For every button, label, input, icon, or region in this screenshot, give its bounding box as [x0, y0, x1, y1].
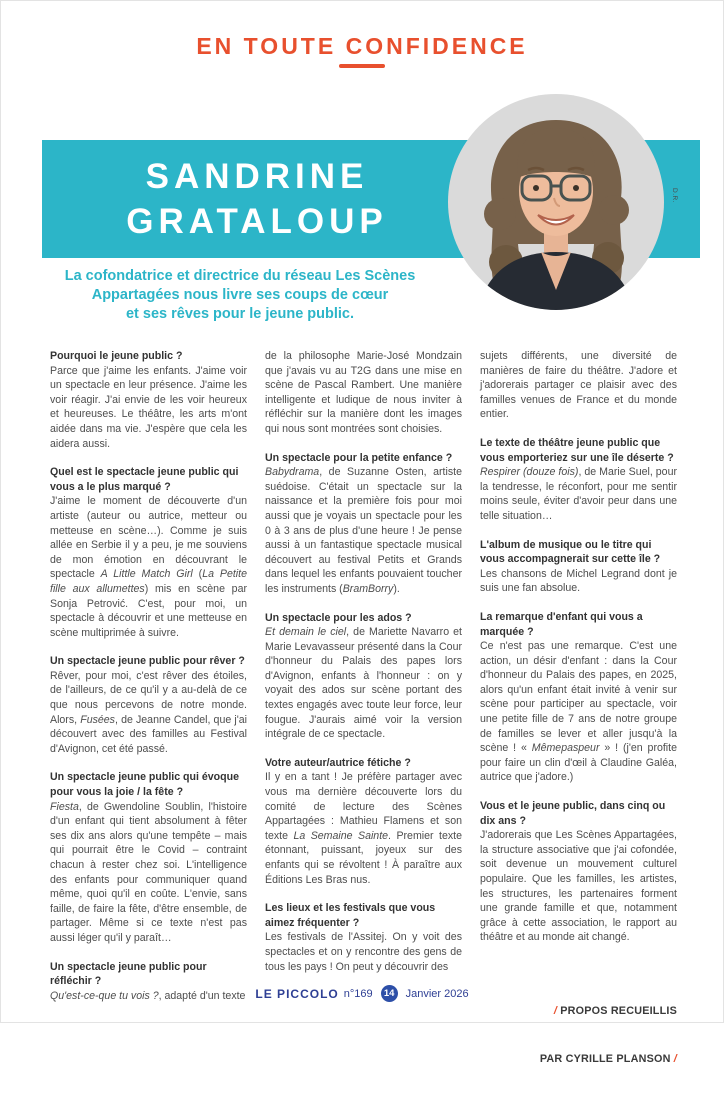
qa-block [50, 654, 247, 756]
question: Le texte de théâtre jeune public que vous emporteriez sur une île déserte ? [480, 436, 674, 464]
byline-line2: PAR CYRILLE PLANSON / [539, 1052, 677, 1065]
answer: Fiesta, de Gwendoline Soublin, l'histoire d'un enfant qui tient absolument à fêter ses dix ans alors qu'une tempête – mais qui pourrait être le Covid – contraint chacun à rester chez soi. L'intelligence des enfants pour communiquer quand même, quoi qu'il en coûte. L'envie, sans faille, de faire la fête, d'être ensemble, de partager. Même si ce texte n'est pas aussi léger qu'il y paraît… [50, 800, 247, 944]
section-kicker: EN TOUTE CONFIDENCE [196, 33, 528, 59]
answer: Il y en a tant ! Je préfère partager avec vous ma dernière découverte lors du comité de lecture des Scènes Appartagées : Mathieu Flamens et son texte La Semaine Sainte. Premier texte étonnant, puissant, joyeux sur des enfants qui se révoltent ! À paraître aux Éditions Les Bras nus. [265, 771, 462, 886]
question: Votre auteur/autrice fétiche ? [265, 756, 411, 769]
question: Les lieux et les festivals que vous aimez fréquenter ? [265, 902, 436, 929]
byline-slash: / [673, 1052, 677, 1065]
answer: Les festivals de l'Assitej. On y voit des spectacles et on y rencontre des gens de tous les pays ! On peut y découvrir des [265, 931, 462, 973]
question: Un spectacle pour la petite enfance ? [265, 451, 453, 464]
portrait-photo [448, 94, 664, 310]
interviewee-name-line2: GRATALOUP [126, 202, 388, 241]
qa-block [265, 611, 462, 742]
kicker-underline [339, 64, 385, 68]
answer: Babydrama, de Suzanne Osten, artiste suédoise. C'était un spectacle sur la naissance et la première fois pour moi aussi que je voyais un spectacle pour les 0 à 3 ans de plus d'une heure ! Je pense aussi à un fantastique spectacle musical découvert au festival Petits et Grands dans lequel les enfants pouvaient toucher les instruments (BramBorry). [265, 466, 462, 595]
byline-line1: / PROPOS RECUEILLIS [553, 1004, 677, 1017]
answer: Parce que j'aime les enfants. J'aime voir un spectacle en leur présence. J'aime les voir réagir. J'ai envie de les voir heureux et heureuses. Le théâtre, les arts m'ont aidée dans ma vie. J'espère que cela les aidera aussi. [50, 364, 247, 450]
answer: Et demain le ciel, de Mariette Navarro et Marie Levavasseur présenté dans la Cour d'honneur du Palais des papes lors d'Avignon, enfants à l'honneur : on y voyait des ados sur scène portant des textes engagés avec toute leur force, leur fougue. J'aurais aimé voir la version intégrale de ce spectacle. [265, 626, 462, 741]
question: Un spectacle pour les ados ? [265, 611, 412, 624]
answer: J'adorerais que Les Scènes Appartagées, la structure associative que j'ai cofondée, soit devenue un mouvement culturel populaire. Que les familles, les artistes, les structures, les partenaires forment une grande famille et que, notamment grâce à cette association, le rapport au théâtre et au monde ait changé. [480, 829, 677, 944]
answer: Ce n'est pas une remarque. C'est une action, un désir d'enfant : dans la Cour d'honneur du Palais des papes, en 2025, alors qu'un enfant était invité à venir sur scène pour participer au spectacle, voir une petite fille de 7 ans de notre groupe de familles se lever et aller jusqu'à la scène ! « Mêmepaspeur » ! (j'en profite pour faire un clin d'œil à Claudine Galéa, autrice que j'adore.) [480, 640, 677, 784]
interviewee-name-line1: SANDRINE [145, 157, 369, 196]
qa-block [50, 349, 247, 451]
answer: Qu'est-ce-que tu vois ?, adapté d'un texte [50, 989, 246, 1002]
question: Quel est le spectacle jeune public qui vous a le plus marqué ? [50, 466, 239, 493]
standfirst-line2: Appartagées nous livre ses coups de cœur [91, 287, 389, 303]
question: La remarque d'enfant qui vous a marquée ? [480, 610, 643, 638]
byline-slash: / [553, 1004, 558, 1017]
qa-block [480, 610, 677, 785]
answer: Les chansons de Michel Legrand dont je suis une fan absolue. [480, 567, 677, 595]
qa-block [265, 901, 462, 974]
answer: Rêver, pour moi, c'est rêver des étoiles, de l'ailleurs, de ce qu'il y a au-delà de ce que nous percevons de notre monde. Alors, Fusées, de Jeanne Candel, que j'ai découvert avec des familles au Festival d'Avignon, cet été passé. [50, 669, 247, 755]
page-footer [0, 985, 724, 1002]
issue-date: Janvier 2026 [405, 987, 469, 1000]
qa-block [265, 756, 462, 887]
answer-continuation: de la philosophe Marie-José Mondzain que j'avais vu au T2G dans une mise en scène de Pascal Rambert. Une manière intelligente et ludique de nous inviter à réfléchir sur la manière dont les images qui nous sont montrées sont choisies. [265, 350, 462, 435]
portrait-illustration [448, 94, 664, 310]
qa-block [50, 465, 247, 640]
interviewee-name [42, 154, 472, 244]
answer: J'aime le moment de découverte d'un artiste (auteur ou autrice, metteur ou metteuse en scène…). Comme je suis allée en Serbie il y a peu, je me souviens de mon émotion en découvrant le spectacle A Little Match Girl (La Petite fille aux allumettes) mis en scène par Sonja Petrović. C'est, pour moi, un spectacle à découvrir et une metteuse en scène multiprimée à suivre. [50, 495, 247, 639]
answer-continuation: sujets différents, une diversité de manières de faire du théâtre. J'adore et j'adorerais partager ce plaisir avec des familles venues de France et du monde entier. [480, 350, 677, 421]
question: Vous et le jeune public, dans cinq ou dix ans ? [480, 800, 666, 827]
qa-block [480, 538, 677, 596]
question: Un spectacle jeune public pour réfléchir ? [50, 960, 207, 988]
page-number-badge: 14 [381, 985, 398, 1002]
qa-block [480, 799, 677, 945]
issue-number: n°169 [343, 987, 373, 1000]
magazine-name: LE PICCOLO [255, 986, 339, 1001]
standfirst-line3: et ses rêves pour le jeune public. [125, 306, 355, 322]
photo-credit: D.R. [671, 188, 678, 203]
standfirst [30, 267, 450, 324]
qa-block [50, 770, 247, 945]
question: Un spectacle jeune public qui évoque pour vous la joie / la fête ? [50, 771, 239, 799]
standfirst-line1: La cofondatrice et directrice du réseau Les Scènes [64, 268, 416, 284]
question: Pourquoi le jeune public ? [50, 350, 183, 362]
qa-block [265, 451, 462, 597]
question: Un spectacle jeune public pour rêver ? [50, 655, 245, 668]
question: L'album de musique ou le titre qui vous accompagnerait sur cette île ? [480, 538, 661, 566]
answer: Respirer (douze fois), de Marie Suel, pour la tendresse, le réconfort, pour me sentir moins seule, éviter d'avoir peur dans une telle situation… [480, 466, 677, 522]
qa-block [480, 436, 677, 524]
